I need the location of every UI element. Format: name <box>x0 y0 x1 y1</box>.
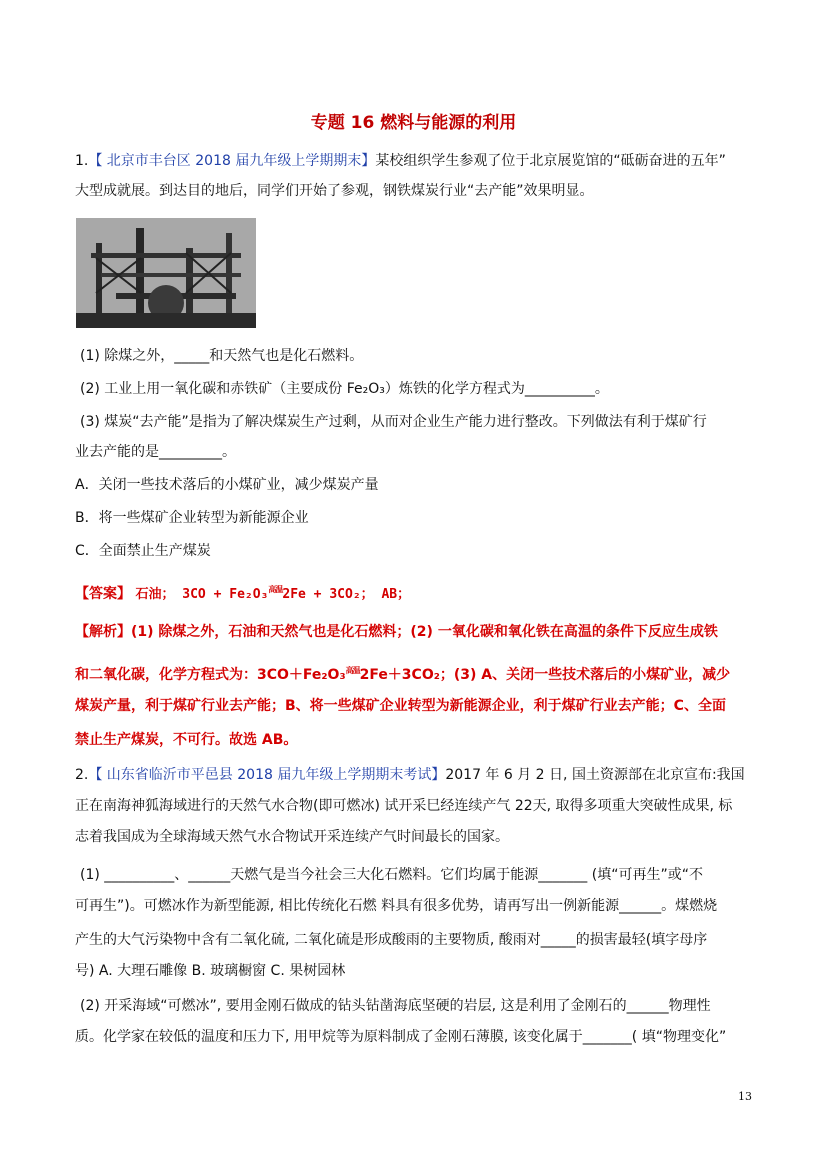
analysis-condition: 高温 <box>345 666 360 675</box>
answer-label: 【答案】 <box>75 586 131 602</box>
q1-part1: (1) 除煤之外，_____和天然气也是化石燃料。 <box>80 348 364 364</box>
q1-answer <box>75 581 765 604</box>
q1-analysis-line3: 煤炭产量，利于煤矿行业去产能；B、将一些煤矿企业转型为新能源企业，利于煤矿行业去产能；C、全面 <box>75 698 726 714</box>
q2-part1-line1: (1) __________、______天燃气是当今社会三大化石燃料。它们均属于能源_______ (填“可再生”或“不 <box>80 867 703 883</box>
q1-intro-line1 <box>75 152 765 170</box>
analysis-line2b: 2Fe＋3CO₂；(3) A、关闭一些技术落后的小煤矿业，减少 <box>359 667 731 683</box>
q2-intro1: 2017 年 6 月 2 日, 国土资源部在北京宣布:我国 <box>445 767 745 783</box>
q1-analysis-line2 <box>75 662 765 684</box>
q2-part2-line1: (2) 开采海域“可燃冰”, 要用金刚石做成的钻头钻凿海底坚硬的岩层, 这是利用了金刚石的______物理性 <box>80 998 711 1014</box>
q2-part1-line3: 产生的大气污染物中含有二氧化硫, 二氧化硫是形成酸雨的主要物质, 酸雨对_____的损害最轻(填字母序 <box>75 932 708 948</box>
q2-source: 【 山东省临沂市平邑县 2018 届九年级上学期期末考试】 <box>88 767 446 783</box>
q2-intro-line1 <box>75 766 765 784</box>
steel-plant-photo <box>76 218 256 328</box>
q1-analysis-line4: 禁止生产煤炭，不可行。故选 AB。 <box>75 732 298 748</box>
q1-part3-line1: (3) 煤炭“去产能”是指为了解决煤炭生产过剩，从而对企业生产能力进行整改。下列做法有利于煤矿行 <box>80 414 707 430</box>
q1-intro1: 某校组织学生参观了位于北京展览馆的“砥砺奋进的五年” <box>375 153 726 169</box>
analysis-line2a: 和二氧化碳，化学方程式为：3CO＋Fe₂O₃ <box>75 667 346 683</box>
q1-part2: (2) 工业上用一氧化碳和赤铁矿（主要成份 Fe₂O₃）炼铁的化学方程式为__________。 <box>80 381 609 397</box>
q1-intro2: 大型成就展。到达目的地后，同学们开始了参观，钢铁煤炭行业“去产能”效果明显。 <box>75 183 594 199</box>
q1-option-c: C．全面禁止生产煤炭 <box>75 543 211 559</box>
q2-part1-line2: 可再生”)。可燃冰作为新型能源, 相比传统化石燃 料具有很多优势，请再写出一例新能源______。煤燃烧 <box>75 898 718 914</box>
q1-part3-line2: 业去产能的是_________。 <box>75 444 236 460</box>
q1-option-b: B．将一些煤矿企业转型为新能源企业 <box>75 510 309 526</box>
q2-intro3: 志着我国成为全球海域天然气水合物试开采连续产气时间最长的国家。 <box>75 829 509 845</box>
q1-option-a: A．关闭一些技术落后的小煤矿业，减少煤炭产量 <box>75 477 379 493</box>
page-title: 专题 16 燃料与能源的利用 <box>310 113 517 133</box>
q1-number: 1. <box>75 153 89 169</box>
answer-condition: 高温 <box>268 585 283 594</box>
q2-part1-line4: 号) A. 大理石雕像 B. 玻璃橱窗 C. 果树园林 <box>75 963 346 979</box>
answer-text: 石油； 3CO + Fe₂O₃ <box>135 587 269 602</box>
answer-text2: 2Fe + 3CO₂； AB； <box>282 587 411 602</box>
q1-source: 【 北京市丰台区 2018 届九年级上学期期末】 <box>88 153 376 169</box>
q2-part2-line2: 质。化学家在较低的温度和压力下, 用甲烷等为原料制成了金刚石薄膜, 该变化属于_______( 填“物理变化” <box>75 1029 727 1045</box>
page-number: 13 <box>738 1090 752 1103</box>
steel-plant-illustration <box>76 218 256 328</box>
q2-number: 2. <box>75 767 89 783</box>
q1-analysis-line1: 【解析】(1) 除煤之外，石油和天然气也是化石燃料；(2) 一氧化碳和氧化铁在高温的条件下反应生成铁 <box>75 624 718 640</box>
q2-intro2: 正在南海神狐海域进行的天然气水合物(即可燃冰) 试开采巳经连续产气 22天, 取得多项重大突破性成果, 标 <box>75 798 733 814</box>
